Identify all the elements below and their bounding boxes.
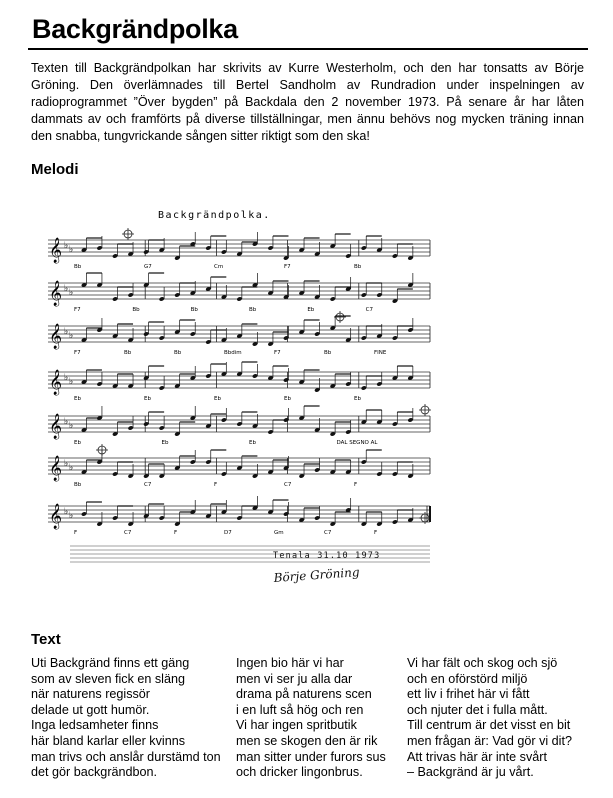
chord-label: F <box>374 530 378 536</box>
chord-label: Eb <box>249 440 256 446</box>
lyric-line: och dricker lingonbrus. <box>236 765 363 780</box>
lyric-line: som av sleven fick en släng <box>31 671 185 686</box>
treble-clef-icon: 𝄞 <box>49 456 63 481</box>
chord-label: Bb <box>124 350 132 356</box>
chord-label: Bb <box>190 307 198 313</box>
lyrics-verse-2 <box>236 656 406 781</box>
chord-label: Eb <box>214 396 221 402</box>
chord-label: F <box>354 482 358 488</box>
lyric-line: Uti Backgränd finns ett gäng <box>31 656 190 670</box>
chord-label: Eb <box>284 396 291 402</box>
lyric-line: och en oförstörd miljö <box>407 671 528 686</box>
lyric-line: Inga ledsamheter finns <box>31 718 159 733</box>
sheet-music <box>40 196 440 596</box>
lyric-line: Vi har fält och skog och sjö <box>407 656 558 670</box>
text-heading: Text <box>31 631 61 648</box>
chord-label: D7 <box>224 530 232 536</box>
chord-label: Bb <box>132 307 140 313</box>
treble-clef-icon: 𝄞 <box>49 414 63 439</box>
lyric-line: Vi har ingen spritbutik <box>236 718 357 733</box>
lyric-line: men vi ser ju alla dar <box>236 671 353 686</box>
chord-label: Bb <box>174 350 182 356</box>
lyric-line: – Backgränd är ju vårt. <box>407 765 534 780</box>
chord-label: Eb <box>144 396 151 402</box>
chord-label: Gm <box>274 530 284 536</box>
lyric-line: man sitter under furors sus <box>236 749 386 764</box>
lyric-line: Till centrum är det visst en bit <box>407 718 571 733</box>
chord-label: Bb <box>74 482 82 488</box>
chord-label: Bb <box>249 307 257 313</box>
treble-clef-icon: 𝄞 <box>49 370 63 395</box>
flat-icon: ♭ <box>69 511 74 521</box>
flat-icon: ♭ <box>69 421 74 431</box>
chord-label: Bb <box>354 264 362 270</box>
melody-heading: Melodi <box>31 161 79 178</box>
flat-icon: ♭ <box>69 245 74 255</box>
flat-icon: ♭ <box>64 327 69 337</box>
lyric-line: Att trivas här är inte svårt <box>407 749 547 764</box>
treble-clef-icon: 𝄞 <box>49 281 63 306</box>
lyric-line: ett liv i frihet här vi fått <box>407 687 530 702</box>
chord-label: F7 <box>274 350 281 356</box>
lyric-line: när naturens regissör <box>31 687 151 702</box>
chord-label: Bb <box>74 264 82 270</box>
lyrics-verse-3 <box>407 656 587 781</box>
chord-label: FINE <box>374 350 387 356</box>
lyric-line: här bland karlar eller kvinns <box>31 733 185 748</box>
flat-icon: ♭ <box>64 417 69 427</box>
signature: Börje Gröning <box>273 565 360 585</box>
flat-icon: ♭ <box>64 507 69 517</box>
score-title: Backgrändpolka. <box>158 210 271 221</box>
lyric-line: Ingen bio här vi har <box>236 656 344 670</box>
chord-label: Eb <box>74 396 81 402</box>
chord-label: F <box>174 530 178 536</box>
chord-label: C7 <box>324 530 332 536</box>
flat-icon: ♭ <box>64 284 69 294</box>
chord-label: C7 <box>284 482 292 488</box>
lyric-line: delade ut gott humör. <box>31 702 150 717</box>
chord-label: Bb <box>324 350 332 356</box>
lyric-line: och njuter det i fulla mått. <box>407 702 548 717</box>
lyric-line: man trivs och anslår durstämd ton <box>31 749 221 764</box>
intro-paragraph: Texten till Backgrändpolkan har skrivits av Kurre Westerholm, och den har tonsatts av Börje Gröning. Den överlämnades till Bertel Sandholm av Rundradion under inspelningen av radioprogrammet ”Över bygden” på Backdala den 2 november 1973. På senare år har låten dammats av och framförts på diverse tillställningar, men ännu behövs nog mycken träning innan den snabba, tungvrickande sången sitter riktigt som den ska! <box>31 61 584 143</box>
flat-icon: ♭ <box>64 459 69 469</box>
chord-label: Bbdim <box>224 350 242 356</box>
treble-clef-icon: 𝄞 <box>49 504 63 529</box>
signature-date: Tenala 31.10 1973 <box>273 551 381 561</box>
flat-icon: ♭ <box>64 373 69 383</box>
chord-label: Eb <box>307 307 315 313</box>
chord-label: Eb <box>354 396 361 402</box>
chord-label: Cm <box>214 264 224 270</box>
chord-label: F7 <box>74 307 81 313</box>
chord-label: C7 <box>365 307 374 313</box>
flat-icon: ♭ <box>69 288 74 298</box>
treble-clef-icon: 𝄞 <box>49 238 63 263</box>
lyrics-verse-1 <box>31 656 231 781</box>
chord-label: F7 <box>74 350 81 356</box>
chord-label: C7 <box>124 530 132 536</box>
title-bar <box>28 12 588 50</box>
treble-clef-icon: 𝄞 <box>49 324 63 349</box>
flat-icon: ♭ <box>64 241 69 251</box>
chord-label: C7 <box>144 482 152 488</box>
page-title: Backgrändpolka <box>32 14 238 44</box>
chord-label: F <box>74 530 78 536</box>
flat-icon: ♭ <box>69 331 74 341</box>
chord-label: G7 <box>144 264 152 270</box>
chord-label: DAL SEGNO AL <box>336 440 378 446</box>
lyric-line: drama på naturens scen <box>236 687 372 702</box>
lyric-line: det gör backgrändbon. <box>31 765 158 780</box>
chord-label: F <box>214 482 218 488</box>
chord-label: Eb <box>161 440 169 446</box>
lyric-line: men frågan är: Vad gör vi dit? <box>407 733 572 748</box>
flat-icon: ♭ <box>69 377 74 387</box>
lyric-line: men se skogen den är rik <box>236 733 378 748</box>
lyric-line: i en luft så hög och ren <box>236 702 364 717</box>
chord-label: F7 <box>284 264 291 270</box>
flat-icon: ♭ <box>69 463 74 473</box>
chord-label: Eb <box>74 440 81 446</box>
